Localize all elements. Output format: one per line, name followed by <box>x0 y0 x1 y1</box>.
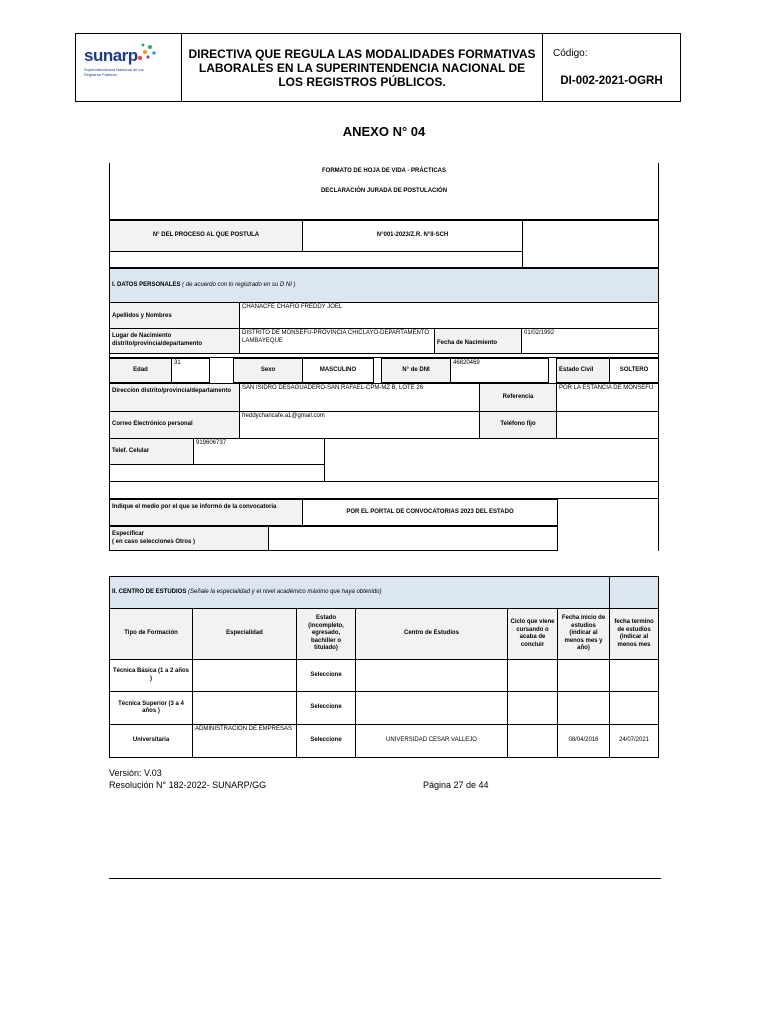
row2-termino[interactable] <box>609 691 659 725</box>
logo-cell <box>76 34 182 101</box>
sexo-label: Sexo <box>233 358 303 383</box>
col-fecha-termino: fecha termino de estudios (indicar al menos mes <box>609 608 659 660</box>
fecha-nac-label: Fecha de Nacimiento <box>434 328 522 354</box>
footer-rule <box>109 878 661 879</box>
dni-value[interactable]: 46820469 <box>450 358 549 383</box>
logo-burst-icon <box>134 40 158 64</box>
form-subtitle: DECLARACIÓN JURADA DE POSTULACIÓN <box>320 188 448 195</box>
lugar-label: Lugar de Nacimiento distrito/provincia/departamento <box>109 328 240 354</box>
col-centro: Centro de Estudios <box>355 608 508 660</box>
row1-ciclo[interactable] <box>507 659 558 692</box>
estado-civil-value[interactable]: SOLTERO <box>609 358 659 383</box>
col-fecha-inicio: Fecha inicio de estudios (indicar al menos mes y año) <box>557 608 610 660</box>
footer-pagina: Página 27 de 44 <box>423 780 489 790</box>
especificar-label <box>109 526 269 551</box>
row3-tipo: Universitaria <box>109 724 193 758</box>
telefono-label: Teléfono fijo <box>479 411 557 439</box>
row1-termino[interactable] <box>609 659 659 692</box>
apellidos-value[interactable]: CHANACFE CHAFIO FREDDY JOEL <box>239 302 659 329</box>
especificar-value[interactable] <box>268 526 558 551</box>
code-cell <box>543 34 680 101</box>
logo-subtext: Superintendencia Nacional de los Registros Públicos <box>84 67 144 77</box>
anexo-title: ANEXO N° 04 <box>342 124 426 139</box>
estado-civil-label: Estado Civil <box>556 358 610 383</box>
code-value: DI-002-2021-OGRH <box>560 75 663 87</box>
edad-label: Edad <box>109 358 172 383</box>
document-header <box>75 33 681 102</box>
lugar-value[interactable]: DISTRITO DE MONSEFU-PROVINCIA CHICLAYO-DEPARTAMENTO LAMBAYEQUE <box>239 328 435 354</box>
medio-label: Indique el medio por el que se informó de la convocatoria <box>109 499 303 526</box>
row3-inicio[interactable]: 08/04/2016 <box>557 724 610 758</box>
section-estudios-note: (Señale la especialidad y el nivel académico máximo que haya obtenido) <box>188 588 382 595</box>
especificar-text: Especificar <box>112 531 145 537</box>
code-label: Código: <box>553 48 588 59</box>
celular-blank-row <box>109 464 325 482</box>
celular-extra-cell <box>324 438 659 482</box>
row3-especialidad[interactable]: ADMINISTRACIÓN DE EMPRESAS <box>192 724 297 758</box>
row3-termino[interactable]: 24/07/2021 <box>609 724 659 758</box>
telefono-value[interactable] <box>556 411 659 439</box>
footer-resolucion: Resolución N° 182-2022- SUNARP/GG <box>109 780 267 790</box>
row2-tipo: Técnica Superior (3 a 4 años ) <box>109 691 193 725</box>
correo-label: Correo Electrónico personal <box>109 411 240 439</box>
sexo-value[interactable]: MASCULINO <box>302 358 374 383</box>
col-ciclo: Ciclo que viene cursando o acaba de concluir <box>507 608 558 660</box>
row2-ciclo[interactable] <box>507 691 558 725</box>
section-estudios-heading-extra <box>609 576 659 609</box>
fecha-nac-value[interactable]: 01/02/1992 <box>521 328 659 354</box>
row2-especialidad[interactable] <box>192 691 297 725</box>
direccion-label: Dirección distrito/provincia/departamento <box>109 383 240 412</box>
row3-ciclo[interactable] <box>507 724 558 758</box>
footer-version: Versión: V.03 <box>109 768 162 778</box>
referencia-value[interactable]: POR LA ESTANCIA DE MONSEFU <box>556 383 659 412</box>
especificar-note: ( en caso selecciones Otros ) <box>112 538 196 545</box>
col-estado: Estado (incompleto, egresado, bachiller o titulado) <box>296 608 356 660</box>
section-estudios-heading <box>109 576 610 609</box>
row3-estado-select[interactable]: Seleccione <box>296 724 356 758</box>
row2-inicio[interactable] <box>557 691 610 725</box>
apellidos-label: Apellidos y Nombres <box>109 302 240 329</box>
edad-value[interactable]: 31 <box>171 358 210 383</box>
proceso-blank-row <box>109 251 523 268</box>
row1-inicio[interactable] <box>557 659 610 692</box>
row1-especialidad[interactable] <box>192 659 297 692</box>
section-personal-heading <box>109 268 659 303</box>
direccion-value[interactable]: SAN ISIDRO DESAGUADERO-SAN RAFAEL-CPM-MZ B, LOTE 26 <box>239 383 480 412</box>
correo-value[interactable]: freddychancafe.a1@gmail.com <box>239 411 480 439</box>
row3-centro[interactable]: UNIVERSIDAD CESAR VALLEJO <box>355 724 508 758</box>
celular-label: Telef. Celular <box>109 438 194 465</box>
col-especialidad: Especialidad <box>192 608 297 660</box>
row1-centro[interactable] <box>355 659 508 692</box>
referencia-label: Referencia <box>479 383 557 412</box>
proceso-extra-cell <box>522 220 659 268</box>
section-estudios-title: II. CENTRO DE ESTUDIOS <box>112 588 187 595</box>
proceso-value[interactable]: N°001-2023/Z.R. N°II-SCH <box>302 220 523 252</box>
row2-estado-select[interactable]: Seleccione <box>296 691 356 725</box>
row1-tipo: Técnica Básica (1 a 2 años ) <box>109 659 193 692</box>
col-tipo: Tipo de Formación <box>109 608 193 660</box>
row2-centro[interactable] <box>355 691 508 725</box>
document-title: DIRECTIVA QUE REGULA LAS MODALIDADES FORMATIVAS LABORALES EN LA SUPERINTENDENCIA NACIONAL DE LOS REGISTROS PÚBLICOS. <box>182 34 543 101</box>
form-title: FORMATO DE HOJA DE VIDA - PRÁCTICAS <box>321 168 446 175</box>
section-personal-title: I. DATOS PERSONALES <box>112 281 181 288</box>
section-personal-note: ( de acuerdo con lo registrado en su D NI ) <box>182 281 296 288</box>
celular-value[interactable]: 919606737 <box>193 438 325 465</box>
sunarp-logo: sunarp <box>84 46 138 65</box>
dni-label: N° de DNI <box>381 358 451 383</box>
row1-estado-select[interactable]: Seleccione <box>296 659 356 692</box>
medio-value[interactable]: POR EL PORTAL DE CONVOCATORIAS 2023 DEL ESTADO <box>302 499 558 526</box>
proceso-label: N° DEL PROCESO AL QUE POSTULA <box>109 220 303 252</box>
